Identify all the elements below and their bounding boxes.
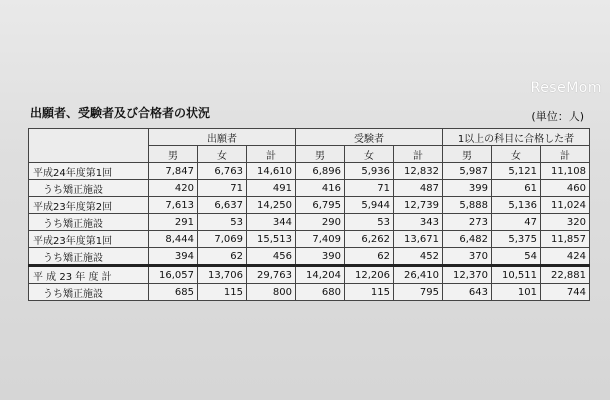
table-row [29,284,590,301]
table-cell: 424 [541,248,590,266]
sub-header: 男 [443,146,492,163]
table-cell: 344 [247,214,296,231]
group-header-passers: 1以上の科目に合格した者 [443,129,590,146]
row-label: うち矯正施設 [29,248,149,266]
resemom-watermark: ReseMom [530,80,602,96]
table-cell: 460 [541,180,590,197]
table-cell: 54 [492,248,541,266]
table-cell: 291 [149,214,198,231]
table-cell: 14,610 [247,163,296,180]
sub-header: 男 [296,146,345,163]
table-cell: 115 [198,284,247,301]
table-cell: 61 [492,180,541,197]
table-cell: 320 [541,214,590,231]
table-cell: 11,857 [541,231,590,248]
sub-header: 女 [198,146,247,163]
table-row [29,248,590,266]
table-cell: 795 [394,284,443,301]
table-cell: 29,763 [247,266,296,284]
table-cell: 7,409 [296,231,345,248]
table-row [29,266,590,284]
table-cell: 343 [394,214,443,231]
table-cell: 456 [247,248,296,266]
table-cell: 6,637 [198,197,247,214]
sub-header: 計 [247,146,296,163]
table-cell: 5,888 [443,197,492,214]
corner-cell [29,129,149,163]
table-cell: 47 [492,214,541,231]
table-row [29,214,590,231]
row-label: うち矯正施設 [29,180,149,197]
table-cell: 11,108 [541,163,590,180]
row-label: うち矯正施設 [29,214,149,231]
table-cell: 5,944 [345,197,394,214]
status-table [28,128,590,301]
table-cell: 14,250 [247,197,296,214]
table-cell: 5,987 [443,163,492,180]
table-row [29,163,590,180]
table-cell: 370 [443,248,492,266]
table-cell: 62 [345,248,394,266]
table-cell: 11,024 [541,197,590,214]
table-cell: 420 [149,180,198,197]
table-cell: 5,936 [345,163,394,180]
table-cell: 62 [198,248,247,266]
group-header-examinees: 受験者 [296,129,443,146]
table-cell: 399 [443,180,492,197]
table-cell: 71 [345,180,394,197]
table-cell: 5,375 [492,231,541,248]
table-row [29,197,590,214]
table-cell: 12,206 [345,266,394,284]
table-cell: 416 [296,180,345,197]
table-cell: 53 [345,214,394,231]
sub-header: 計 [394,146,443,163]
table-cell: 7,613 [149,197,198,214]
table-cell: 13,671 [394,231,443,248]
row-label: うち矯正施設 [29,284,149,301]
table-cell: 16,057 [149,266,198,284]
table-cell: 15,513 [247,231,296,248]
sub-header: 男 [149,146,198,163]
table-cell: 6,795 [296,197,345,214]
table-cell: 5,121 [492,163,541,180]
table-cell: 53 [198,214,247,231]
sub-header: 女 [492,146,541,163]
table-cell: 22,881 [541,266,590,284]
table-cell: 487 [394,180,443,197]
table-cell: 6,896 [296,163,345,180]
table-cell: 491 [247,180,296,197]
table-cell: 680 [296,284,345,301]
table-cell: 452 [394,248,443,266]
row-label: 平 成 23 年 度 計 [29,266,149,284]
table-cell: 6,763 [198,163,247,180]
sub-header: 女 [345,146,394,163]
table-cell: 14,204 [296,266,345,284]
table-cell: 390 [296,248,345,266]
table-cell: 290 [296,214,345,231]
row-label: 平成23年度第1回 [29,231,149,248]
group-header-row [29,129,590,146]
table-cell: 10,511 [492,266,541,284]
table-cell: 12,739 [394,197,443,214]
table-cell: 12,832 [394,163,443,180]
table-cell: 71 [198,180,247,197]
row-label: 平成23年度第2回 [29,197,149,214]
table-row [29,231,590,248]
table-cell: 394 [149,248,198,266]
table-cell: 7,069 [198,231,247,248]
unit-label: (単位：人) [531,110,584,123]
table-cell: 5,136 [492,197,541,214]
table-cell: 643 [443,284,492,301]
table-cell: 7,847 [149,163,198,180]
table-cell: 6,482 [443,231,492,248]
sub-header: 計 [541,146,590,163]
table-cell: 6,262 [345,231,394,248]
table-cell: 12,370 [443,266,492,284]
table-cell: 685 [149,284,198,301]
table-row [29,180,590,197]
group-header-applicants: 出願者 [149,129,296,146]
table-cell: 744 [541,284,590,301]
table-cell: 273 [443,214,492,231]
table-cell: 115 [345,284,394,301]
row-label: 平成24年度第1回 [29,163,149,180]
table-cell: 800 [247,284,296,301]
table-cell: 101 [492,284,541,301]
table-cell: 26,410 [394,266,443,284]
table-cell: 8,444 [149,231,198,248]
table-cell: 13,706 [198,266,247,284]
table-title: 出願者、受験者及び合格者の状況 [30,106,211,120]
